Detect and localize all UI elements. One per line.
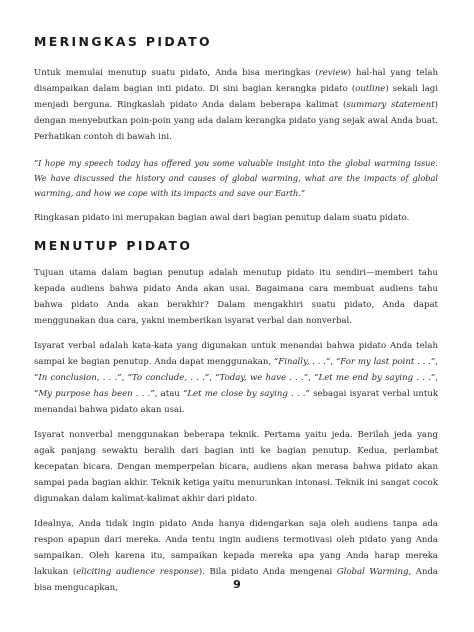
paragraph-isyarat-verbal: Isyarat verbal adalah kata-kata yang digunakan untuk menandai bahwa pidato Anda telah sampai ke bagian penutup. Anda dapat menggunakan, “Finally, . . .”, “For my last point . . .”, “In conclusion, . . .”, “To conclude, . . .”, “Today, we have . . .”, “Let me end by saying . . .”, “My purpose has been . . .”, atau “Let me close by saying . . .” sebagai isyarat verbal untuk menandai bahwa pidato akan usai. xyxy=(34,341,439,415)
italic-term: “In conclusion, . . .” xyxy=(34,373,122,383)
heading-menutup-pidato: MENUTUP PIDATO xyxy=(34,238,193,253)
quote-text: “I hope my speech today has offered you some valuable insight into the global warming issue. We have discussed the history and causes of global warming, what are the impacts of global warming, and how we cope with its impacts and save our Earth.” xyxy=(34,158,438,198)
paragraph-idealnya: Idealnya, Anda tidak ingin pidato Anda hanya didengarkan saja oleh audiens tanpa ada respon apapun dari mereka. Anda tentu ingin audiens termotivasi oleh pidato yang Anda sampaikan. Oleh karena itu, sampaikan kepada mereka apa yang Anda harap mereka lakukan (eliciting audience response). Bila pidato Anda mengenai Global Warming, Anda bisa mengucapkan, xyxy=(34,519,439,593)
italic-term: Global Warming xyxy=(336,567,409,577)
paragraph-tujuan-utama: Tujuan utama dalam bagian penutup adalah menutup pidato itu sendiri—memberi tahu kepada audiens bahwa pidato Anda akan usai. Bagaimana cara membuat audiens tahu bahwa pidato Anda akan berakhir? Dalam mengakhiri suatu pidato, Anda dapat menggunakan dua cara, yakni memberikan isyarat verbal dan nonverbal. xyxy=(34,268,438,326)
italic-term: “To conclude, . . .” xyxy=(127,373,210,383)
italic-term: eliciting audience response xyxy=(76,567,199,577)
paragraph-isyarat-nonverbal: Isyarat nonverbal menggunakan beberapa teknik. Pertama yaitu jeda. Berilah jeda yang agak panjang sewaktu beralih dari bagian inti ke bagian penutup. Kedua, perlambat kecepatan bicara. Dengan memperpelan bicara, audiens akan merasa bahwa pidato akan sampai pada bagian akhir. Teknik ketiga yaitu menurunkan intonasi. Teknik ini sangat cocok digunakan dalam kalimat-kalimat akhir dari pidato. xyxy=(34,430,438,504)
heading-meringkas-pidato: MERINGKAS PIDATO xyxy=(34,34,212,49)
italic-term: “My purpose has been . . .” xyxy=(34,389,155,399)
italic-term: “For my last point . . .” xyxy=(335,357,436,367)
quote-example xyxy=(34,156,438,201)
italic-term: “Let me close by saying . . .” xyxy=(182,389,310,399)
page-content xyxy=(34,34,438,596)
italic-term: summary statement xyxy=(346,100,435,110)
italic-term: “Today, we have . . .” xyxy=(215,373,309,383)
italic-term: “Finally, . . .” xyxy=(273,357,331,367)
italic-term: outline xyxy=(355,84,386,94)
paragraph-meringkas-intro: Untuk memulai menutup suatu pidato, Anda bisa meringkas (review) hal-hal yang telah disampaikan dalam bagian inti pidato. Di sini bagian kerangka pidato (outline) sekali lagi menjadi berguna. Ringkaslah pidato Anda dalam beberapa kalimat (summary statement) dengan menyebutkan poin-poin yang ada dalam kerangka pidato yang sejak awal Anda buat. Perhatikan contoh di bawah ini. xyxy=(34,68,438,142)
page-number: 9 xyxy=(233,578,241,591)
italic-term: review xyxy=(318,68,348,78)
italic-term: “Let me end by saying . . .” xyxy=(314,373,436,383)
paragraph-ringkasan: Ringkasan pidato ini merupakan bagian awal dari bagian penutup dalam suatu pidato. xyxy=(34,213,410,223)
